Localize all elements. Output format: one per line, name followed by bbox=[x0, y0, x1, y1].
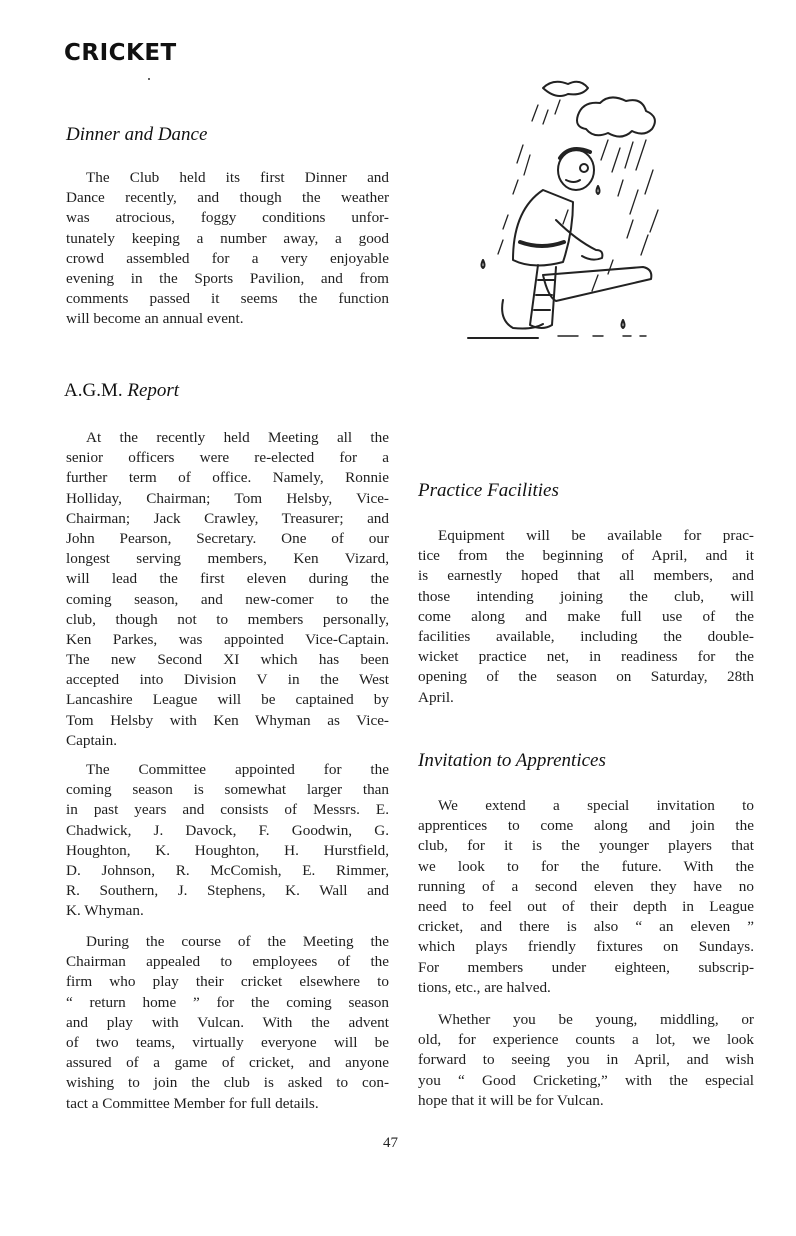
text-line: wishing to join the club is asked to con- bbox=[66, 1074, 389, 1092]
text-line: cricket, and there is also “ an eleven ” bbox=[418, 918, 754, 936]
text-line: Tom Helsby with Ken Whyman as Vice- bbox=[66, 711, 389, 729]
text-line: tions, etc., are halved. bbox=[418, 978, 551, 996]
text-line: Chairman; Jack Crawley, Treasurer; and bbox=[66, 509, 389, 527]
text-line: assured of a game of cricket, and anyone bbox=[66, 1054, 389, 1072]
decorative-dot bbox=[148, 78, 150, 80]
text-line: coming season, and new-comer to the bbox=[66, 590, 389, 608]
text-line: D. Johnson, R. McComish, E. Rimmer, bbox=[66, 861, 389, 879]
cricket-bat bbox=[543, 267, 651, 301]
text-line: opening of the season on Saturday, 28th bbox=[418, 668, 754, 686]
text-line: which plays friendly fixtures on Sundays. bbox=[418, 938, 754, 956]
text-line: comments passed it seems the function bbox=[66, 290, 389, 308]
text-line: firm who play their cricket elsewhere to bbox=[66, 973, 389, 991]
text-line: Ken Parkes, was appointed Vice-Captain. bbox=[66, 630, 389, 648]
large-cloud-icon bbox=[577, 97, 655, 136]
text-line: coming season is somewhat larger than bbox=[66, 781, 389, 799]
paragraph-agm-committee bbox=[66, 760, 389, 922]
text-line: need to feel out of their depth in League bbox=[418, 897, 754, 915]
text-line: tact a Committee Member for full details. bbox=[66, 1094, 319, 1112]
page-number: 47 bbox=[383, 1135, 398, 1151]
paragraph-dinner bbox=[66, 168, 389, 330]
text-line: longest serving members, Ken Vizard, bbox=[66, 550, 389, 568]
heading-invitation-to-apprentices: Invitation to Apprentices bbox=[418, 750, 606, 771]
paragraph-agm-officers bbox=[66, 428, 389, 751]
text-line: Houghton, K. Houghton, H. Hurstfield, bbox=[66, 841, 389, 859]
section-title: CRICKET bbox=[64, 40, 177, 66]
text-line: The Club held its first Dinner and bbox=[86, 169, 389, 186]
text-line: apprentices to come along and join the bbox=[418, 817, 754, 835]
text-line: is earnestly hoped that all members, and bbox=[418, 567, 754, 585]
text-line: crowd assembled for a very enjoyable bbox=[66, 249, 389, 267]
text-line: R. Southern, J. Stephens, K. Wall and bbox=[66, 882, 389, 900]
text-line: will become an annual event. bbox=[66, 310, 244, 328]
text-line: Dance recently, and though the weather bbox=[66, 189, 389, 207]
text-line: accepted into Division V in the West bbox=[66, 671, 389, 689]
text-line: senior officers were re-elected for a bbox=[66, 449, 389, 467]
text-line: further term of office. Namely, Ronnie bbox=[66, 469, 389, 487]
text-line: running of a second eleven they have no bbox=[418, 877, 754, 895]
paragraph-practice bbox=[418, 526, 754, 708]
text-line: come along and make full use of the bbox=[418, 607, 754, 625]
text-line: and play with Vulcan. With the advent bbox=[66, 1013, 389, 1031]
paragraph-agm-appeal bbox=[66, 932, 389, 1114]
text-line: club, though not to members personally, bbox=[66, 610, 389, 628]
text-line: you “ Good Cricketing,” with the especial bbox=[418, 1071, 754, 1089]
text-line: The new Second XI which has been bbox=[66, 651, 389, 669]
cricketer-in-rain-illustration bbox=[448, 70, 698, 350]
rain-streaks bbox=[498, 100, 658, 291]
text-line: forward to seeing you in April, and wish bbox=[418, 1051, 754, 1069]
paragraph-apprentices-closing bbox=[418, 1010, 754, 1111]
heading-practice-facilities: Practice Facilities bbox=[418, 480, 559, 501]
text-line: hope that it will be for Vulcan. bbox=[418, 1091, 604, 1109]
heading-dinner-and-dance: Dinner and Dance bbox=[66, 124, 208, 145]
text-line: Lancashire League will be captained by bbox=[66, 691, 389, 709]
paragraph-apprentices-invite bbox=[418, 796, 754, 998]
small-cloud-icon bbox=[543, 82, 588, 96]
text-line: Holliday, Chairman; Tom Helsby, Vice- bbox=[66, 489, 389, 507]
text-line: evening in the Sports Pavilion, and from bbox=[66, 269, 389, 287]
text-line: facilities available, including the double- bbox=[418, 627, 754, 645]
text-line: we look to for the future. With the bbox=[418, 857, 754, 875]
text-line: Captain. bbox=[66, 731, 118, 749]
text-line: Whether you be young, middling, or bbox=[438, 1011, 754, 1028]
text-line: Chadwick, J. Davock, F. Goodwin, G. bbox=[66, 821, 389, 839]
text-line: tice from the beginning of April, and it bbox=[418, 547, 754, 565]
text-line: John Pearson, Secretary. One of our bbox=[66, 529, 389, 547]
text-line: “ return home ” for the coming season bbox=[66, 993, 389, 1011]
heading-agm-report: A.G.M. Report bbox=[64, 380, 180, 401]
text-line: those intending joining the club, will bbox=[418, 587, 754, 605]
text-line: will lead the first eleven during the bbox=[66, 570, 389, 588]
text-line: wicket practice net, in readiness for the bbox=[418, 648, 754, 666]
text-line: of two teams, virtually everyone will be bbox=[66, 1033, 389, 1051]
text-line: tunately keeping a number away, a good bbox=[66, 229, 389, 247]
text-line: At the recently held Meeting all the bbox=[86, 429, 389, 446]
text-line: For members under eighteen, subscrip- bbox=[418, 958, 754, 976]
text-line: in past years and consists of Messrs. E. bbox=[66, 801, 389, 819]
text-line: Equipment will be available for prac- bbox=[438, 527, 754, 544]
text-line: Chairman appealed to employees of the bbox=[66, 953, 389, 971]
text-line: club, for it is the younger players that bbox=[418, 837, 754, 855]
text-line: April. bbox=[418, 688, 454, 706]
text-line: During the course of the Meeting the bbox=[86, 933, 389, 950]
text-line: was atrocious, foggy conditions unfor- bbox=[66, 209, 389, 227]
text-line: old, for experience counts a lot, we look bbox=[418, 1031, 754, 1049]
text-line: K. Whyman. bbox=[66, 902, 144, 920]
text-line: We extend a special invitation to bbox=[438, 797, 754, 814]
text-line: The Committee appointed for the bbox=[86, 761, 389, 778]
